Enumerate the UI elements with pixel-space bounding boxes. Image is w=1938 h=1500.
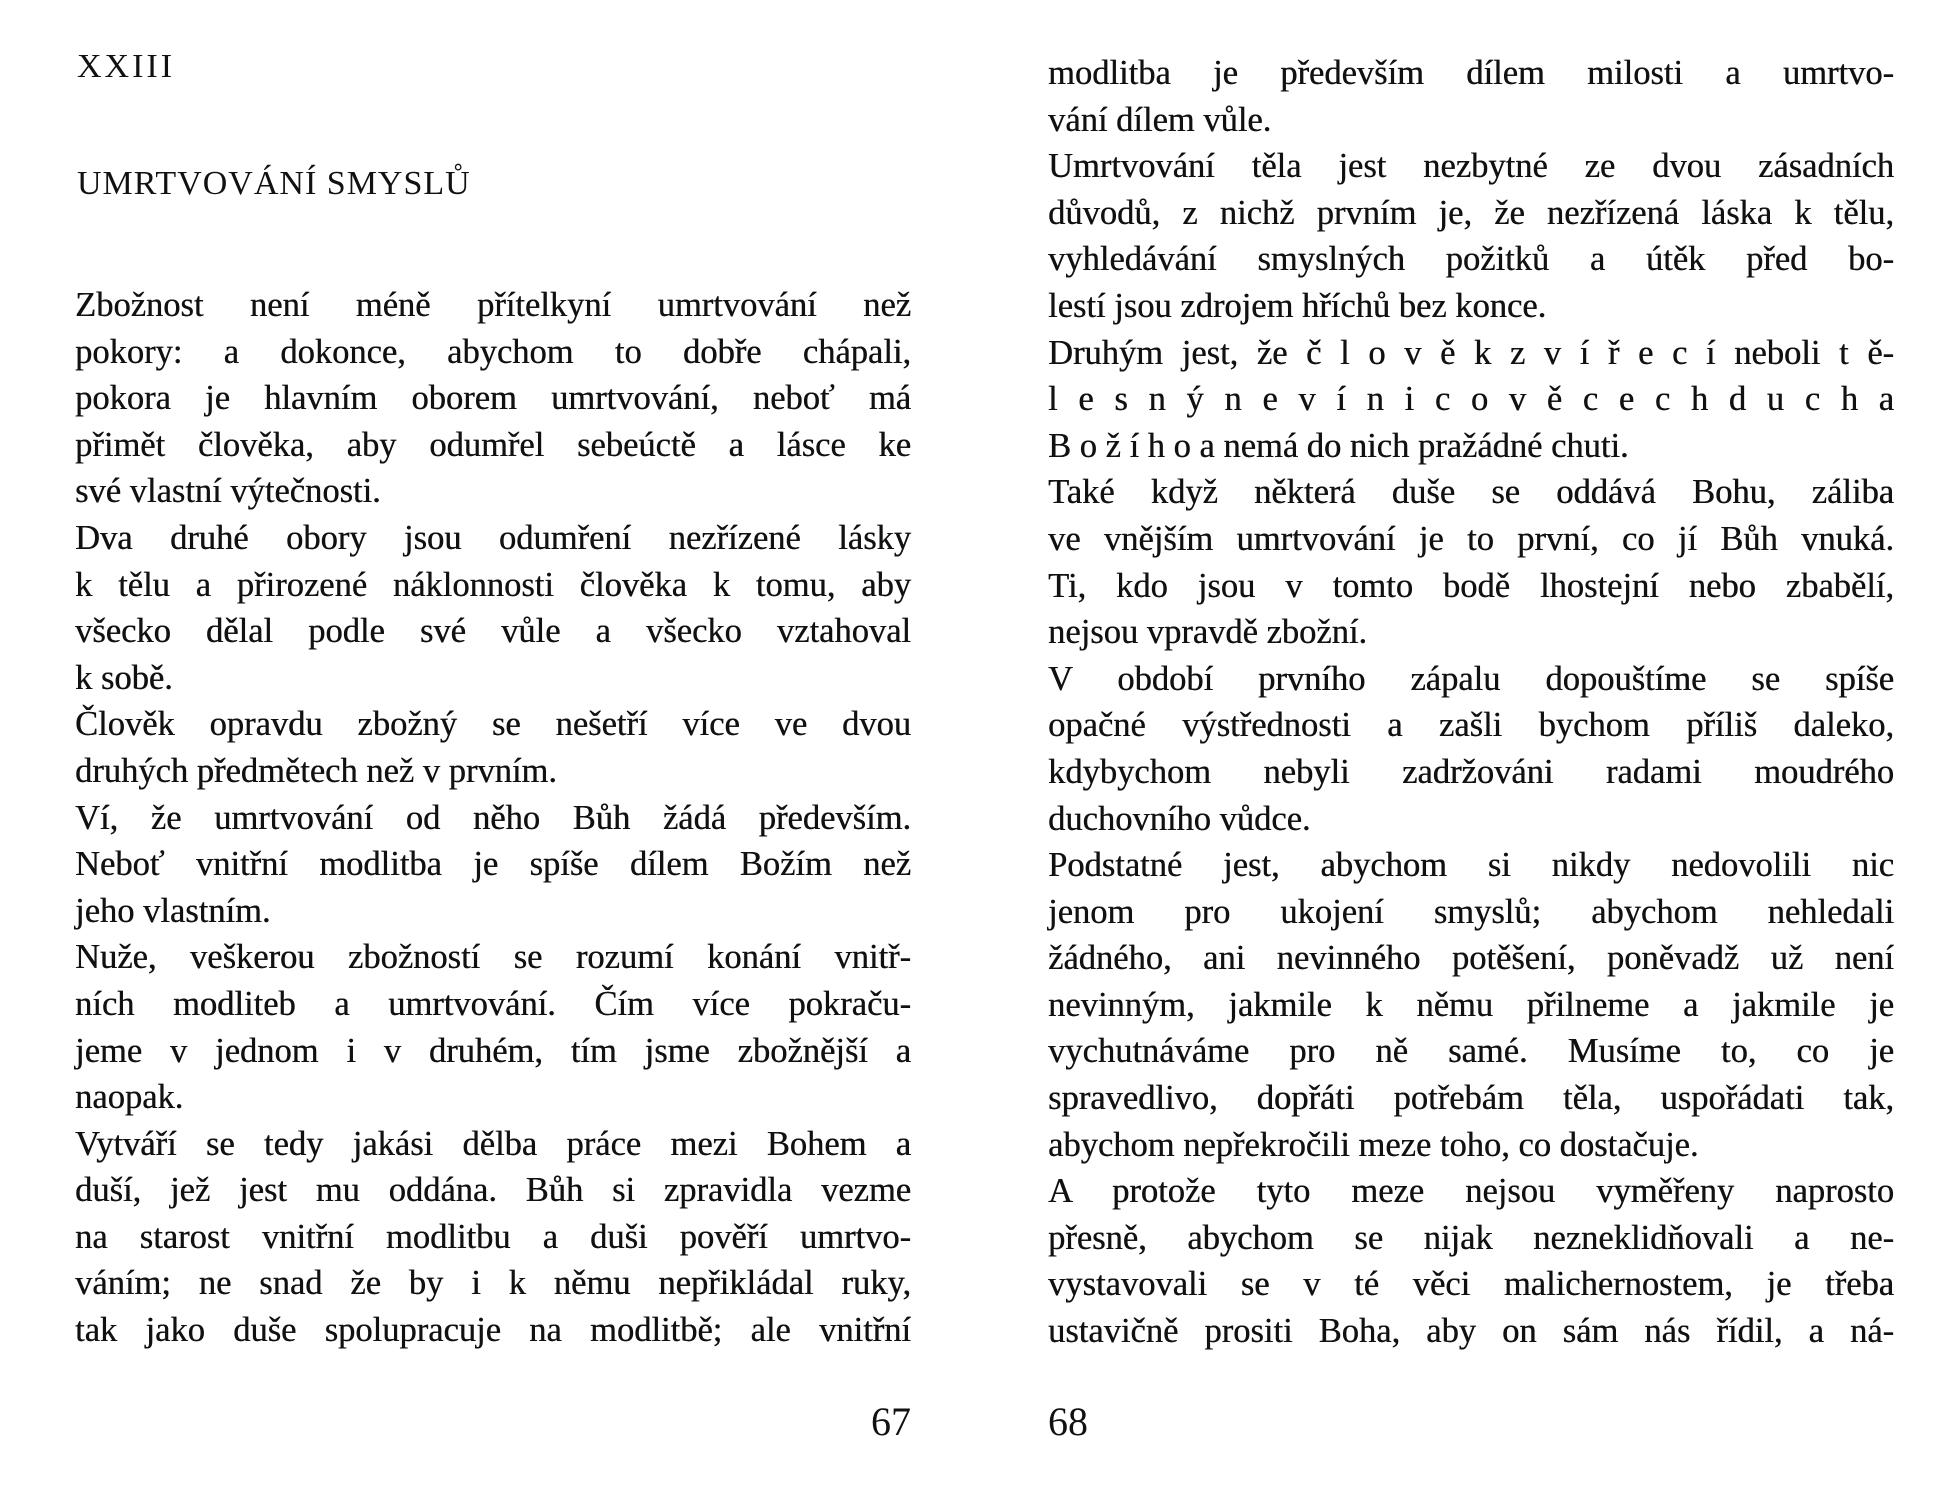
text-line: jenom pro ukojení smyslů; abychom nehledali: [1048, 892, 1894, 931]
text-line: spravedlivo, dopřáti potřebám těla, uspořádati tak,: [1048, 1079, 1894, 1118]
text-line: na starost vnitřní modlitbu a duši pověří umrtvo-: [75, 1217, 911, 1256]
text-line: kdybychom nebyli zadržováni radami moudrého: [1048, 752, 1894, 791]
text-line: opačné výstřednosti a zašli bychom příliš daleko,: [1048, 706, 1894, 745]
chapter-number: XXIII: [77, 48, 176, 85]
text-line: Také když některá duše se oddává Bohu, záliba: [1048, 473, 1894, 512]
text-line: abychom nepřekročili meze toho, co dostačuje.: [1048, 1125, 1699, 1164]
text-line: ve vnějším umrtvování je to první, co jí Bůh vnuká.: [1048, 519, 1894, 558]
page-number-right: 68: [1048, 1399, 1088, 1444]
text-line: ních modliteb a umrtvování. Čím více pokraču-: [75, 984, 911, 1023]
left-page-body: [75, 282, 911, 1354]
text-line: přimět člověka, aby odumřel sebeúctě a lásce ke: [75, 425, 911, 464]
text-line: Neboť vnitřní modlitba je spíše dílem Božím než: [75, 845, 911, 884]
text-line: přesně, abychom se nijak nezneklidňovali a ne-: [1048, 1218, 1894, 1257]
text-line: své vlastní výtečnosti.: [75, 472, 381, 511]
text-line: k sobě.: [75, 658, 173, 697]
text-line: žádného, ani nevinného potěšení, poněvadž už není: [1048, 939, 1894, 978]
text-line: lestí jsou zdrojem hříchů bez konce.: [1048, 286, 1547, 325]
text-line: jeho vlastním.: [75, 891, 271, 930]
text-line: vyhledávání smyslných požitků a útěk před bo-: [1048, 240, 1894, 279]
text-line: všecko dělal podle své vůle a všecko vztahoval: [75, 612, 911, 651]
text-line: V období prvního zápalu dopouštíme se spíše: [1048, 659, 1894, 698]
text-line: pokory: a dokonce, abychom to dobře chápali,: [75, 332, 911, 371]
chapter-title: UMRTVOVÁNÍ SMYSLŮ: [77, 165, 471, 202]
text-line: Ti, kdo jsou v tomto bodě lhostejní nebo zbabělí,: [1048, 566, 1894, 605]
text-line: Zbožnost není méně přítelkyní umrtvování než: [75, 286, 911, 324]
text-line: tak jako duše spolupracuje na modlitbě; ale vnitřní: [75, 1311, 911, 1350]
text-line: vystavovali se v té věci malichernostem, je třeba: [1048, 1265, 1894, 1304]
text-line: vání dílem vůle.: [1048, 100, 1272, 139]
text-line: k tělu a přirozené náklonnosti člověka k tomu, aby: [75, 565, 911, 604]
text-line: Nuže, veškerou zbožností se rozumí konání vnitř-: [75, 938, 911, 977]
text-line: vychutnáváme pro ně samé. Musíme to, co je: [1048, 1032, 1894, 1071]
page-number-left: 67: [871, 1399, 911, 1444]
text-line: Ví, že umrtvování od něho Bůh žádá především.: [75, 798, 911, 837]
right-page-body: [1048, 50, 1894, 1355]
text-line: naopak.: [75, 1078, 184, 1117]
text-line: váním; ne snad že by i k němu nepřikládal ruky,: [75, 1264, 911, 1303]
text-line: ustavičně prositi Boha, aby on sám nás řídil, a ná-: [1048, 1312, 1894, 1351]
text-line: Druhým jest, že č l o v ě k z v í ř e c í neboli t ě-: [1048, 333, 1894, 372]
text-line: Podstatné jest, abychom si nikdy nedovolili nic: [1048, 846, 1894, 885]
text-line: Dva druhé obory jsou odumření nezřízené lásky: [75, 518, 911, 557]
text-line: duchovního vůdce.: [1048, 799, 1311, 838]
text-line: druhých předmětech než v prvním.: [75, 751, 557, 790]
text-line: nevinným, jakmile k němu přilneme a jakmile je: [1048, 985, 1894, 1024]
text-line: pokora je hlavním oborem umrtvování, neboť má: [75, 379, 911, 418]
text-line: nejsou vpravdě zbožní.: [1048, 613, 1368, 652]
text-line: Vytváří se tedy jakási dělba práce mezi Bohem a: [75, 1124, 911, 1163]
text-line: l e s n ý n e v í n i c o v ě c e c h d u c h a: [1048, 380, 1894, 419]
text-line: duší, jež jest mu oddána. Bůh si zpravidla vezme: [75, 1171, 911, 1210]
text-line: jeme v jednom i v druhém, tím jsme zbožnější a: [75, 1031, 911, 1070]
text-line: Člověk opravdu zbožný se nešetří více ve dvou: [75, 705, 911, 744]
text-line: důvodů, z nichž prvním je, že nezřízená láska k tělu,: [1048, 193, 1894, 232]
right-page: [1048, 0, 1894, 1500]
text-line: modlitba je především dílem milosti a umrtvo-: [1048, 54, 1894, 92]
text-line: A protože tyto meze nejsou vyměřeny naprosto: [1048, 1172, 1894, 1211]
left-page: [75, 0, 911, 1500]
text-line: Umrtvování těla jest nezbytné ze dvou zásadních: [1048, 147, 1894, 186]
text-line: B o ž í h o a nemá do nich pražádné chuti.: [1048, 426, 1629, 465]
